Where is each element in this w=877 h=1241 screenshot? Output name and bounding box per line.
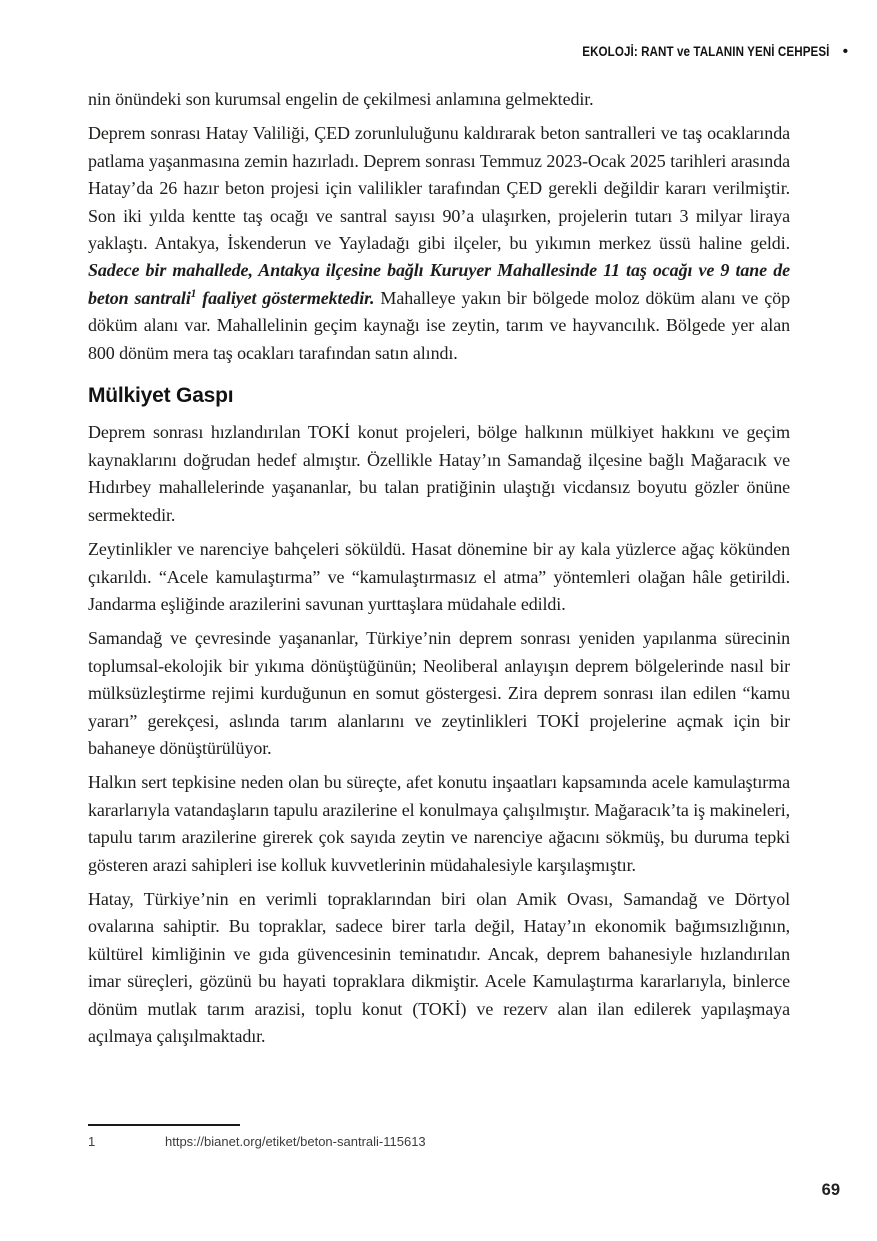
- body-paragraph: Deprem sonrası hızlandırılan TOKİ konut projeleri, bölge halkının mülkiyet hakkını ve geçim kaynaklarını doğrudan hedef almıştır. Özellikle Hatay’ın Samandağ ilçesine bağlı Mağaracık ve Hıdırbey mahallelerinde yaşananlar, bu talan pratiğinin ulaştığı vicdansız boyutu gözler önüne sermektedir.: [88, 422, 790, 525]
- footnote-divider: [88, 1124, 240, 1126]
- paragraph-text: Deprem sonrası Hatay Valiliği, ÇED zorunluluğunu kaldırarak beton santralleri ve taş ocaklarında patlama yaşanmasına zemin hazırladı. Deprem sonrası Temmuz 2023-Ocak 2025 tarihleri arasında Hatay’da 26 hazır beton projesi için valilikler tarafından ÇED gerekli değildir kararı verilmiştir. Son iki yılda kentte taş ocağı ve santral sayısı 90’a ulaşırken, projelerin tutarı 3 milyar liraya yaklaştı. Antakya, İskenderun ve Yayladağı gibi ilçeler, bu yıkımın merkez üssü haline geldi.: [88, 123, 790, 254]
- footnote-area: [88, 1124, 790, 1150]
- emphasis-segment: faaliyet göstermektedir.: [196, 287, 375, 308]
- footnote-url: https://bianet.org/etiket/beton-santrali-115613: [165, 1134, 426, 1149]
- body-paragraph: nin önündeki son kurumsal engelin de çekilmesi anlamına gelmektedir.: [88, 89, 594, 109]
- footnote-reference: 1: [190, 287, 197, 300]
- footnote-number: 1: [88, 1134, 96, 1149]
- body-paragraph: Hatay, Türkiye’nin en verimli topraklarından biri olan Amik Ovası, Samandağ ve Dörtyol ovalarına sahiptir. Bu topraklar, sadece birer tarla değil, Hatay’ın ekonomik bağımsızlığının, kültürel kimliğinin ve gıda güvencesinin teminatıdır. Ancak, deprem bahanesiyle hızlandırılan imar süreçleri, gözünü bu hayati topraklara dikmiştir. Acele Kamulaştırma kararlarıyla, binlerce dönüm mutlak tarım arazisi, toplu konut (TOKİ) ve rezerv alan ilan edilerek yapılaşmaya açılmaya çalışılmaktadır.: [88, 888, 790, 1046]
- page-number: 69: [821, 1181, 840, 1199]
- footnote: [88, 1134, 790, 1150]
- running-header: [542, 44, 848, 59]
- body-paragraph: Zeytinlikler ve narenciye bahçeleri söküldü. Hasat dönemine bir ay kala yüzlerce ağaç kökünden çıkarıldı. “Acele kamulaştırma” ve “kamulaştırmasız el atma” yöntemleri olağan hâle getirildi. Jandarma eşliğinde arazilerini savunan yurttaşlara müdahale edildi.: [88, 539, 790, 614]
- body-paragraph: Halkın sert tepkisine neden olan bu süreçte, afet konutu inşaatları kapsamında acele kamulaştırma kararlarıyla vatandaşların tapulu arazilerine el konulmaya çalışılmıştır. Mağaracık’ta iş makineleri, tapulu tarım arazilerine girerek çok sayıda zeytin ve narenciye ağacını sökmüş, bu duruma tepki gösteren arazi sahipleri ise kolluk kuvvetlerinin müdahalesiyle karşılaşmıştır.: [88, 772, 790, 875]
- header-bullet-icon: •: [842, 43, 848, 60]
- emphasis-segment: Sadece bir mahallede, Antakya ilçesine bağlı Kuruyer Mahallesinde 11 taş ocağı ve 9 tane de beton santrali: [88, 260, 790, 308]
- body-paragraph: [88, 120, 790, 367]
- paragraph-text: Mahalleye yakın bir bölgede moloz döküm alanı ve çöp döküm alanı var. Mahallelinin geçim kaynağı ise zeytin, tarım ve hayvancılık. Bölgede yer alan 800 dönüm mera taş ocakları tarafından satın alındı.: [88, 287, 790, 363]
- page-body: [88, 86, 790, 1050]
- body-paragraph: Samandağ ve çevresinde yaşananlar, Türkiye’nin deprem sonrası yeniden yapılanma sürecinin toplumsal-ekolojik bir yıkıma dönüştüğünün; Neoliberal anlayışın deprem bölgelerinde nasıl bir mülksüzleştirme rejimi kurduğunun en somut göstergesi. Zira deprem sonrası ilan edilen “kamu yararı” gerekçesi, aslında tarım alanlarını ve zeytinlikleri TOKİ projelerine açmak için bir bahaneye dönüştürülüyor.: [88, 628, 790, 758]
- section-heading: Mülkiyet Gaspı: [88, 384, 234, 408]
- running-header-title: EKOLOJİ: RANT ve TALANIN YENİ CEHPESİ: [582, 44, 830, 59]
